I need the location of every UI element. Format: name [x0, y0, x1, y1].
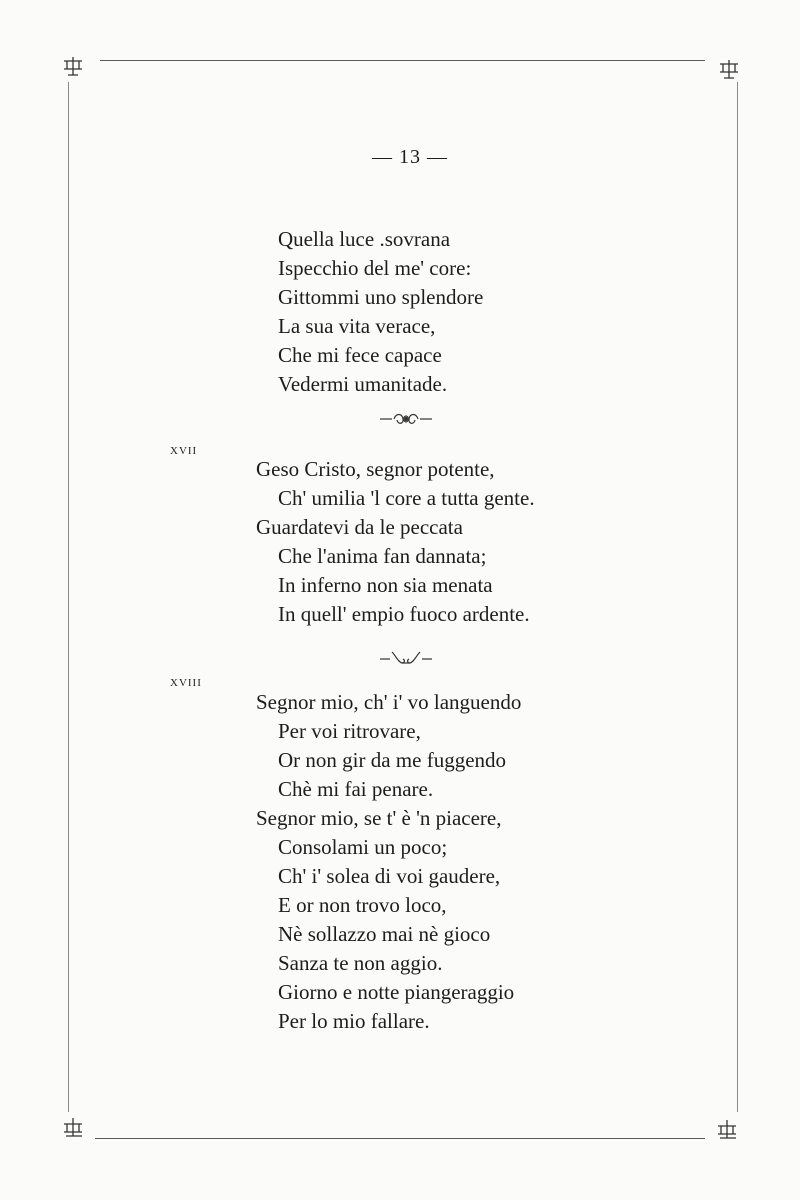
verse-line: Segnor mio, se t' è 'n piacere,	[256, 806, 502, 830]
scroll-divider-icon	[378, 648, 434, 668]
verse-line: Ispecchio del me' core:	[278, 256, 472, 280]
verse-line: Chè mi fai penare.	[278, 777, 434, 801]
frame-right-rule	[737, 82, 738, 1112]
stanza	[256, 455, 535, 629]
stanza-numeral: XVII	[170, 445, 198, 457]
verse-line: Segnor mio, ch' i' vo languendo	[256, 690, 522, 714]
verse-line: Vedermi umanitade.	[278, 372, 448, 396]
verse-line: Quella luce .sovrana	[278, 227, 451, 251]
stanza	[256, 688, 521, 1036]
verse-line: In quell' empio fuoco ardente.	[278, 602, 530, 626]
verse-line: Che l'anima fan dannata;	[278, 544, 487, 568]
stanza-numeral: XVIII	[170, 677, 202, 689]
verse-line: Gittommi uno splendore	[278, 285, 484, 309]
verse-line: Ch' umilia 'l core a tutta gente.	[278, 486, 535, 510]
verse-line: La sua vita verace,	[278, 314, 436, 338]
frame-left-rule	[68, 82, 69, 1112]
verse-line: Nè sollazzo mai nè gioco	[278, 922, 491, 946]
verse-line: Or non gir da me fuggendo	[278, 748, 507, 772]
frame-top-rule	[100, 60, 705, 61]
verse-line: E or non trovo loco,	[278, 893, 447, 917]
verse-line: In inferno non sia menata	[278, 573, 493, 597]
verse-line: Consolami un poco;	[278, 835, 448, 859]
verse-line: Guardatevi da le peccata	[256, 515, 463, 539]
corner-ornament-icon	[716, 1118, 738, 1140]
verse-line: Giorno e notte piangeraggio	[278, 980, 515, 1004]
verse-line: Sanza te non aggio.	[278, 951, 443, 975]
verse-line: Che mi fece capace	[278, 343, 442, 367]
floral-divider-icon	[378, 410, 434, 428]
corner-ornament-icon	[718, 58, 740, 80]
page-number: — 13 —	[372, 146, 448, 168]
verse-line: Ch' i' solea di voi gaudere,	[278, 864, 501, 888]
corner-ornament-icon	[62, 1116, 84, 1138]
verse-line: Per voi ritrovare,	[278, 719, 421, 743]
verse-line: Geso Cristo, segnor potente,	[256, 457, 495, 481]
corner-ornament-icon	[62, 55, 84, 77]
stanza	[278, 225, 483, 399]
verse-line: Per lo mio fallare.	[278, 1009, 430, 1033]
frame-bottom-rule	[95, 1138, 705, 1139]
